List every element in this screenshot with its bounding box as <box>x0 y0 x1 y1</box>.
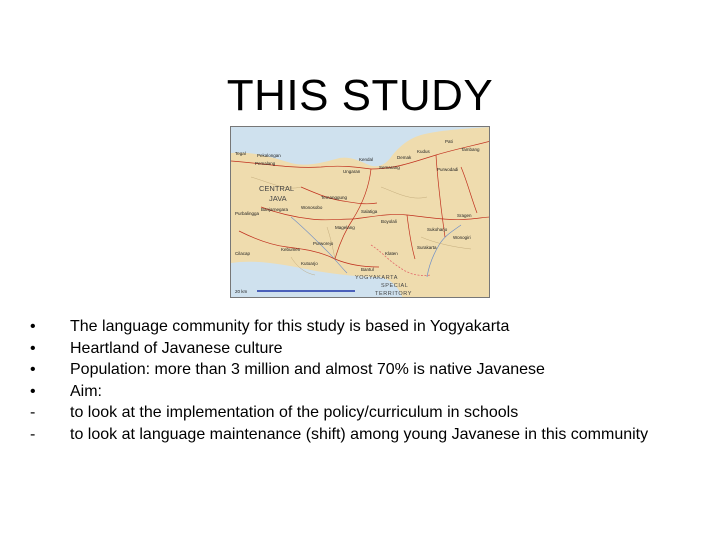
map-place-label: Magelang <box>335 225 355 230</box>
map-place-label: Kutoarjo <box>301 261 318 266</box>
bullet-marker: • <box>30 382 36 400</box>
bullet-text: to look at language maintenance (shift) among young Javanese in this community <box>70 425 649 443</box>
map-scale-label: 20 km <box>235 289 248 294</box>
map-place-label: Surakarta <box>417 245 437 250</box>
map-place-label: Pemalang <box>255 161 276 166</box>
bullet-text: Population: more than 3 million and almost 70% is native Javanese <box>70 361 545 378</box>
map-graphic <box>231 127 490 298</box>
bullet-list <box>30 316 670 445</box>
bullet-item <box>30 359 670 381</box>
map-place-label: Pati <box>445 139 453 144</box>
map-region-label: CENTRAL <box>259 184 295 193</box>
bullet-marker: • <box>30 361 36 378</box>
map-region-label: YOGYAKARTA <box>355 275 398 281</box>
map-place-label: Kendal <box>359 157 374 162</box>
bullet-item <box>30 316 670 338</box>
map-place-label: Temanggung <box>321 195 348 200</box>
map-place-label: Wonogiri <box>453 235 471 240</box>
bullet-marker: - <box>30 425 36 443</box>
bullet-text: Heartland of Javanese culture <box>70 339 283 357</box>
bullet-item <box>30 381 670 403</box>
map-place-label: Salatiga <box>361 209 378 214</box>
map-place-label: Kebumen <box>281 247 301 252</box>
map-place-label: Ungaran <box>343 169 361 174</box>
map-place-label: Kudus <box>417 149 430 154</box>
map-place-label: Tegal <box>235 151 246 156</box>
map-place-label: Demak <box>397 155 412 160</box>
map-place-label: Purwodadi <box>437 167 459 172</box>
map-place-label: Purworejo <box>313 241 334 246</box>
bullet-text: Aim: <box>70 382 102 400</box>
map-place-label: Wonosobo <box>301 205 323 210</box>
map-place-label: Tambang <box>461 147 480 152</box>
bullet-marker: • <box>30 318 36 335</box>
map-place-label: Sragen <box>457 213 472 218</box>
map-place-label: Semarang <box>379 165 400 170</box>
slide-title: THIS STUDY <box>226 71 494 121</box>
bullet-text: The language community for this study is based in Yogyakarta <box>70 318 510 335</box>
bullet-marker: • <box>30 339 36 357</box>
map-place-label: Bantul <box>361 267 374 272</box>
bullet-item <box>30 402 670 424</box>
map-place-label: Pekalongan <box>257 153 281 158</box>
bullet-item <box>30 424 670 446</box>
map-place-label: Purbalingga <box>235 211 260 216</box>
bullet-item <box>30 338 670 360</box>
map-place-label: Sukoharjo <box>427 227 448 232</box>
map-place-label: Banjarnegara <box>261 207 289 212</box>
map-region-label: JAVA <box>269 194 287 203</box>
bullet-marker: - <box>30 404 36 421</box>
map-region-label: TERRITORY <box>375 291 412 297</box>
map-place-label: Boyolali <box>381 219 397 224</box>
map-region-label: SPECIAL <box>381 283 409 289</box>
central-java-map <box>230 126 490 298</box>
map-place-label: Cilacap <box>235 251 251 256</box>
bullet-text: to look at the implementation of the policy/curriculum in schools <box>70 404 519 421</box>
map-place-label: Klaten <box>385 251 398 256</box>
